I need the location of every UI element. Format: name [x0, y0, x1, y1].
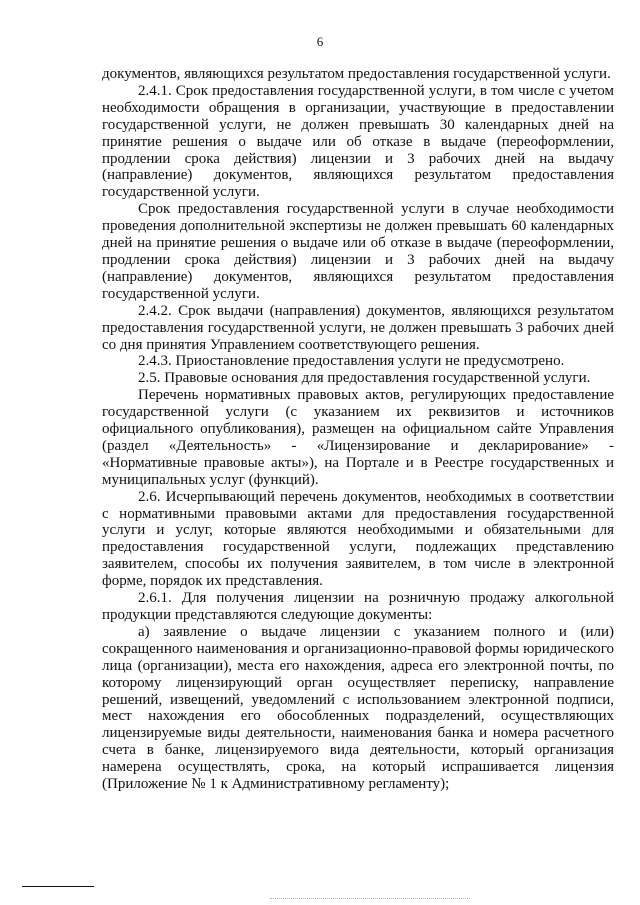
paragraph-2-4-3: 2.4.3. Приостановление предоставления услуги не предусмотрено. — [138, 353, 565, 370]
paragraph-2-6: 2.6. Исчерпывающий перечень документов, необходимых в соответствии с нормативными правовыми актами для предоставления государственной услуги и услуг, которые являются необходимыми и обязательными для предоставления государственной услуги, подлежащих представлению заявителем, способы их получения заявителем, в том числе в электронной форме, порядок их представления. — [102, 488, 614, 590]
paragraph-2-5: 2.5. Правовые основания для предоставления государственной услуги. — [138, 370, 591, 387]
paragraph-item-a: а) заявление о выдаче лицензии с указанием полного и (или) сокращенного наименования и организационно-правовой формы юридического лица (организации), места его нахождения, адреса его электронной почты, по которому лицензирующий орган осуществляет переписку, направление решений, извещений, уведомлений с использованием электронной подписи, мест нахождения его обособленных подразделений, осуществляющих лицензируемые виды деятельности, наименования банка и номера расчетного счета в банке, лицензируемого вида деятельности, который организация намерена осуществлять, срока, на который испрашивается лицензия (Приложение № 1 к Административному регламенту); — [102, 623, 614, 793]
paragraph-2-6-1: 2.6.1. Для получения лицензии на розничную продажу алкогольной продукции представляются следующие документы: — [102, 590, 614, 623]
paragraph-2-4-1: 2.4.1. Срок предоставления государственной услуги, в том числе с учетом необходимости обращения в организации, участвующие в предоставлении государственной услуги, не должен превышать 30 календарных дней на принятие решения о выдаче или об отказе в выдаче (переоформлении, продлении срока действия) лицензии и 3 рабочих дней на выдачу (направление) документов, являющихся результатом предоставления государственной услуги. — [102, 82, 614, 201]
footnote-separator-line — [22, 886, 94, 887]
paragraph-legal-acts-list: Перечень нормативных правовых актов, регулирующих предоставление государственной услуги (с указанием их реквизитов и источников официального опубликования), размещен на официальном сайте Управления (раздел «Деятельность» - «Лицензирование и декларирование» - «Нормативные правовые акты»), на Портале и в Реестре государственных и муниципальных услуг (функций). — [102, 387, 614, 488]
document-body — [102, 66, 614, 793]
paragraph-continuation: документов, являющихся результатом предоставления государственной услуги. — [102, 66, 611, 82]
paragraph-expertise-term: Срок предоставления государственной услуги в случае необходимости проведения дополнительной экспертизы не должен превышать 60 календарных дней на принятие решения о выдаче или об отказе в выдаче (переоформлении, продлении срока действия) лицензии и 3 рабочих дней на выдачу (направление) документов, являющихся результатом предоставления государственной услуги. — [102, 201, 614, 302]
page-number: 6 — [316, 34, 324, 49]
paragraph-2-4-2: 2.4.2. Срок выдачи (направления) документов, являющихся результатом предоставления государственной услуги, не должен превышать 3 рабочих дней со дня принятия Управлением соответствующего решения. — [102, 302, 614, 353]
cropped-footer-text — [270, 898, 470, 903]
